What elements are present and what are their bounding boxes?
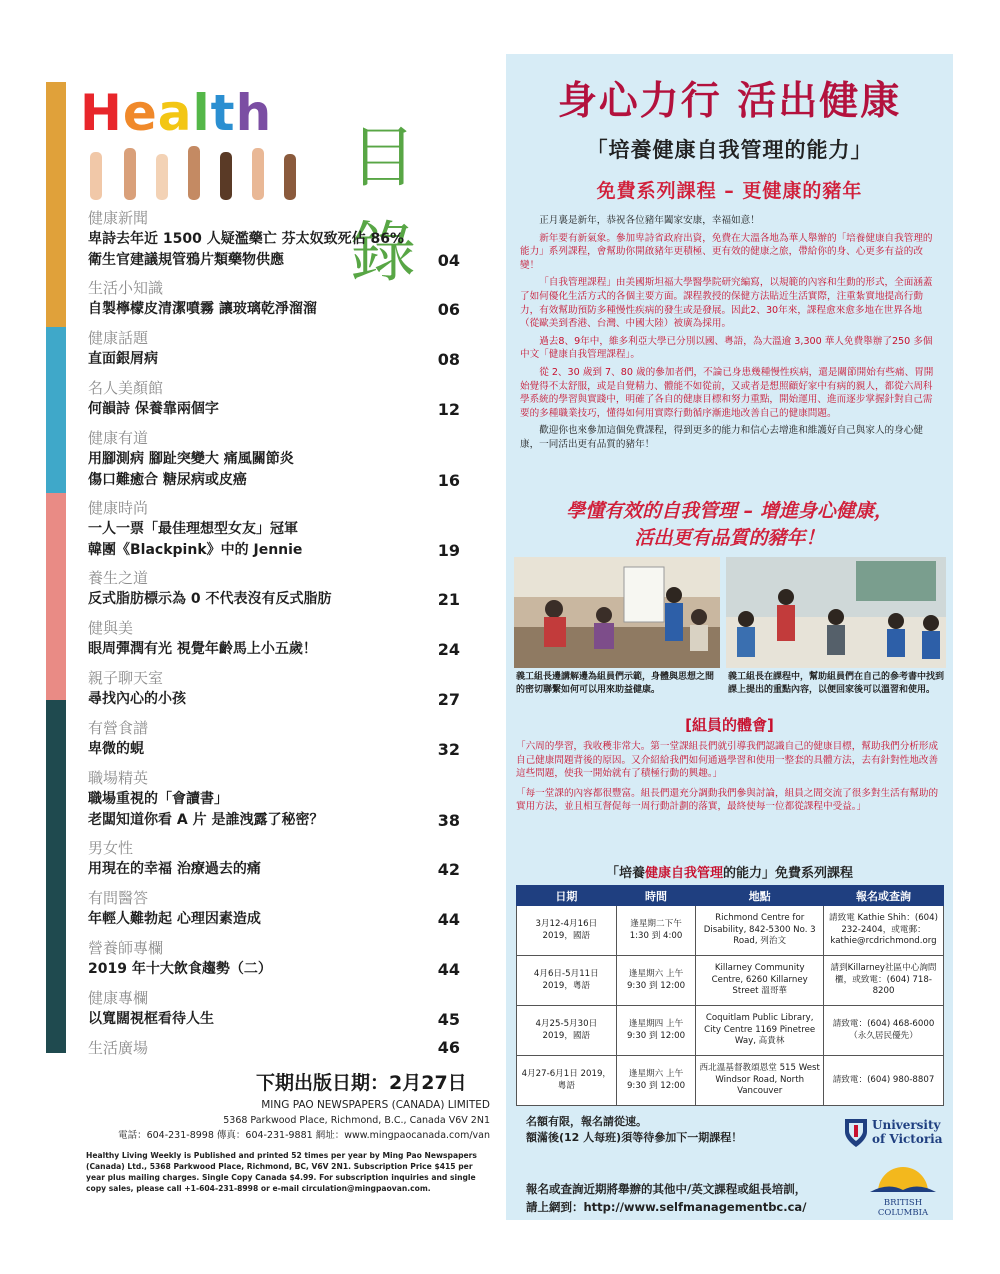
toc-article-title: 反式脂肪標示為 0 不代表沒有反式脂肪 [88,591,332,607]
toc-article-title: 何韻詩 保養靠兩個字 [88,401,219,417]
toc-page-number: 44 [437,960,460,979]
poster-paragraph: 新年要有新氣象。參加卑詩省政府出資，免費在大溫各地為華人舉辦的「培養健康自我管理的能力」系列課程，會幫助你開啟豬年更積極、更有效的健康之旅，帶給你的身、心更多有益的改變！ [520,232,933,271]
toc-page-number: 08 [437,350,460,369]
toc-entry[interactable] [88,377,460,420]
poster-paragraph: 從 2、30 歲到 7、80 歲的參加者們，不論已身患幾種慢性疾病，還是關節開始有些痛、胃開始覺得不太舒服，或是自覺精力、體能不如從前，又或者是想照顧好家中有病的親人，都從六周科學系統的學習與實踐中，明確了各自的健康目標和努力重點，開始運用、進而逐步掌握針對自己需要的多種職業技巧，懂得如何用實際行動循序漸進地改善自己的健康問題。 [520,366,934,419]
schedule-cell: Richmond Centre for Disability, 842-5300 No. 3 Road, 列治文 [696,906,824,956]
poster-paragraph: 正月裏是新年，恭祝各位豬年闔家安康，幸福如意！ [539,215,760,226]
bc-line: BRITISH [883,1198,923,1208]
toc-page-number: 45 [437,1010,460,1029]
schedule-cell: 逢星期二下午 1:30 到 4:00 [616,906,696,956]
uvic-logo [844,1116,944,1150]
schedule-cell: 逢星期六 上午 9:30 到 12:00 [616,1056,696,1106]
schedule-title [506,862,953,881]
table-of-contents-page [46,82,496,1082]
member-quote: 「每一堂課的內容都很豐富。組長們還充分調動我們參與討論，組員之間交流了很多對生活有幫助的實用方法，並且相互督促每一周行動計劃的落實，最終使每一位都從課程中受益。」 [516,787,939,813]
schedule-header-cell: 時間 [616,886,696,906]
toc-entry[interactable] [88,937,460,980]
toc-page-number: 04 [437,251,460,270]
member-quotes [516,740,944,820]
toc-article-titles [88,299,317,320]
slogan-line: 學懂有效的自我管理 – 增進身心健康， [566,500,893,522]
schedule-cell: Coquitlam Public Library, City Centre 1169 Pinetree Way, 高貴林 [696,1006,824,1056]
toc-category: 男女性 [88,839,134,857]
toc-category: 營養師專欄 [88,939,164,957]
toc-article-title: 韓團《Blackpink》中的 Jennie [88,542,303,558]
toc-page-number: 06 [437,300,460,319]
toc-article-title: 以寬闊視框看待人生 [88,1011,214,1027]
poster-subtitle: 「培養健康自我管理的能力」 [586,138,873,162]
sidebar-color-band [46,82,66,327]
toc-article-title: 2019 年十大飲食趨勢（二） [88,961,272,977]
toc-article-titles [88,909,261,930]
photo-caption: 義工組長邊講解邊為組員們示範，身體與思想之間的密切聯繫如何可以用來助益健康。 [516,672,715,695]
bc-wordmark [868,1198,938,1218]
toc-entry[interactable] [88,617,460,660]
schedule-cell: 請致電：(604) 980-8807 [824,1056,944,1106]
toc-entry[interactable] [88,667,460,710]
next-issue-date: 下期出版日期：2月27日 [256,1072,467,1094]
toc-entry[interactable] [88,767,460,831]
course-poster [506,54,953,1220]
toc-article-title: 用現在的幸福 治療過去的痛 [88,861,261,877]
toc-page-number: 32 [437,740,460,759]
toc-page-number: 19 [437,541,460,560]
schedule-cell: 4月25-5月30日 2019，國語 [517,1006,617,1056]
toc-article-title: 一人一票「最佳理想型女友」冠軍 [88,521,298,537]
uvic-shield-icon [844,1118,868,1148]
uvic-line: University [872,1118,941,1132]
toc-page-number: 21 [437,590,460,609]
toc-title: 目錄 [350,119,428,291]
schedule-cell: 3月12-4月16日 2019，國語 [517,906,617,956]
toc-article-titles [88,449,294,491]
toc-category: 親子聊天室 [88,669,164,687]
schedule-row [517,956,944,1006]
notice-line: 名額有限，報名請從速。 [526,1115,647,1128]
schedule-header-cell: 地點 [696,886,824,906]
toc-article-titles [88,739,144,760]
toc-entry[interactable] [88,987,460,1030]
toc-page-number: 27 [437,690,460,709]
uvic-line: of Victoria [872,1132,943,1146]
schedule-title-part: 的能力」免費系列課程 [723,866,854,881]
schedule-header-cell: 日期 [517,886,617,906]
schedule-row [517,1056,944,1106]
toc-entry[interactable] [88,427,460,491]
schedule-row [517,1006,944,1056]
toc-page-number: 42 [437,860,460,879]
poster-paragraph: 「自我管理課程」由美國斯坦福大學醫學院研究編寫，以規範的內容和生動的形式，全面涵蓋了如何優化生活方式的各個主要方面。課程教授的保健方法貼近生活實際，注重紮實地提高行動力，有效幫助預防多種慢性疾病的發生或是發展。因此2、30年來，課程愈來愈多地在世界各地（從歐美到香港、台灣、中國大陸）被廣為採用。 [520,277,933,330]
toc-category: 生活小知識 [88,279,164,297]
poster-paragraph: 過去8、9年中，維多利亞大學已分別以國、粵語，為大溫逾 3,300 華人免費舉辦了250 多個中文「健康自我管理課程」。 [520,335,933,361]
fine-print: Healthy Living Weekly is Published and printed 52 times per year by Ming Pao Newspapers (Canada) Ltd., 5368 Parkwood Place, Richmond, BC, V6V 2N1. Subscription Price $415 per year plus mailing charges. Single Copy Canada $4.99. For subscription inquiries and single copy sales, please call +1-604-231-8998 or e-mail circulation@mingpaovan.com. [86,1151,477,1193]
toc-article-titles [88,399,219,420]
poster-body [520,214,940,456]
toc-entry[interactable] [88,1037,460,1059]
schedule-cell: 4月6日-5月11日 2019，粵語 [517,956,617,1006]
toc-article-title: 老闆知道你看 A 片 是誰洩露了秘密？ [88,812,324,828]
toc-page-number: 16 [437,471,460,490]
toc-article-titles [88,589,332,610]
toc-article-title: 傷口難癒合 糖尿病或皮癌 [88,472,247,488]
registration-line: 報名或查詢近期將舉辦的其他中/英文課程或組長培訓， [526,1182,807,1196]
poster-tagline: 免費系列課程 – 更健康的豬年 [596,180,863,202]
toc-article-titles [88,519,302,561]
members-heading: [組員的體會] [685,716,774,734]
toc-article-title: 眼周彈潤有光 視覺年齡馬上小五歲！ [88,641,317,657]
toc-article-title: 職場重視的「會讀書」 [88,791,228,807]
toc-entry[interactable] [88,277,460,320]
toc-page-number: 44 [437,910,460,929]
toc-article-titles [88,349,158,370]
toc-article-titles [88,859,261,880]
limited-seats-notice [526,1114,742,1146]
toc-category: 健康專欄 [88,989,149,1007]
toc-page-number: 12 [437,400,460,419]
toc-article-title: 自製檸檬皮清潔噴霧 讓玻璃乾淨溜溜 [88,301,317,317]
bc-line: COLUMBIA [877,1208,929,1218]
toc-category: 名人美顏館 [88,379,164,397]
schedule-cell: Killarney Community Centre, 6260 Killarney Street 溫哥華 [696,956,824,1006]
toc-article-title: 卑詩去年近 1500 人疑濫藥亡 芬太奴致死佔 86% [88,231,404,247]
registration-url[interactable]: 請上網到：http://www.selfmanagementbc.ca/ [526,1200,807,1214]
toc-category-label: 生活廣場 [88,1039,149,1057]
schedule-cell: 逢星期四 上午 9:30 到 12:00 [616,1006,696,1056]
toc-category [88,1037,460,1059]
publisher-contact: 電話：604-231-8998 傳真：604-231-9881 網址：www.mingpaocanada.com/van [118,1130,490,1141]
class-photo-discussion [726,557,946,668]
toc-category: 有問醫答 [88,889,149,907]
member-quote: 「六周的學習，我收穫非常大。第一堂課組長們就引導我們認識自己的健康目標，幫助我們分析形成自己健康問題背後的原因。又介紹給我們如何通過學習和使用一整套的具體方法，去有針對性地改善這些問題，使我一開始就有了積極行動的興趣。」 [516,741,939,780]
toc-article-titles [88,639,317,660]
schedule-cell: 逢星期六 上午 9:30 到 12:00 [616,956,696,1006]
toc-entry[interactable] [88,887,460,930]
sidebar-color-band [46,700,66,1053]
toc-article-titles [88,229,404,271]
toc-category: 健與美 [88,619,134,637]
toc-category: 有營食譜 [88,719,149,737]
toc-article-title: 尋找內心的小孩 [88,691,186,707]
sun-icon [868,1164,938,1194]
toc-entry[interactable] [88,837,460,880]
health-logo: Health [80,84,273,142]
slogan-line: 活出更有品質的豬年！ [634,527,825,549]
toc-article-titles [88,689,186,710]
publisher-address: 5368 Parkwood Place, Richmond, B.C., Canada V6V 2N1 [223,1115,490,1126]
publisher-info [70,1098,490,1143]
class-photo-demonstration [514,557,720,668]
toc-article-titles [88,959,272,980]
schedule-row [517,906,944,956]
bc-government-logo [868,1164,938,1216]
raised-hands-illustration [82,144,312,200]
poster-title: 身心力行 活出健康 [557,79,902,124]
toc-category: 健康新聞 [88,209,149,227]
toc-page-number: 38 [437,811,460,830]
schedule-header-cell: 報名或查詢 [824,886,944,906]
toc-article-titles [88,1009,214,1030]
toc-article-title: 直面銀屑病 [88,351,158,367]
publisher-name: MING PAO NEWSPAPERS (CANADA) LIMITED [261,1099,490,1111]
toc-article-title: 卑微的蜆 [88,741,144,757]
notice-line: 額滿後(12 人每班)須等待參加下一期課程！ [526,1131,743,1144]
schedule-cell: 請到Killarney社區中心詢問櫃，或致電：(604) 718-8200 [824,956,944,1006]
poster-slogan [506,498,953,552]
toc-category: 養生之道 [88,569,149,587]
toc-article-titles [88,789,323,831]
uvic-wordmark [872,1118,943,1146]
schedule-cell: 4月27-6月1日 2019，粵語 [517,1056,617,1106]
toc-entry[interactable] [88,497,460,561]
toc-category: 健康時尚 [88,499,149,517]
sidebar-color-band [46,327,66,493]
schedule-title-part: 「培養 [605,866,645,881]
schedule-table [516,885,944,1106]
schedule-cell: 請致電：(604) 468-6000（永久居民優先） [824,1006,944,1056]
toc-entry[interactable] [88,207,460,271]
toc-entry[interactable] [88,717,460,760]
poster-paragraph: 歡迎你也來參加這個免費課程，得到更多的能力和信心去增進和維護好自己與家人的身心健康，一同活出更有品質的豬年！ [520,425,923,450]
toc-article-title: 用腳測病 腳趾突變大 痛風關節炎 [88,451,294,467]
schedule-title-highlight: 健康自我管理 [644,866,723,881]
toc-entry[interactable] [88,327,460,370]
toc-article-title: 衛生官建議規管鴉片類藥物供應 [88,252,284,268]
registration-info [526,1180,856,1216]
sidebar-color-band [46,493,66,700]
toc-category: 職場精英 [88,769,149,787]
schedule-cell: 請致電 Kathie Shih：(604) 232-2404，或電郵：kathie@rcdrichmond.org [824,906,944,956]
toc-entry[interactable] [88,567,460,610]
schedule-cell: 西北溫基督教頌恩堂 515 West Windsor Road, North Vancouver [696,1056,824,1106]
toc-category: 健康有道 [88,429,149,447]
toc-page-number: 46 [437,1038,460,1057]
toc-page-number: 24 [437,640,460,659]
photo-caption: 義工組長在課程中，幫助組員們在自己的參考書中找到課上提出的重點內容，以便回家後可以溫習和使用。 [728,672,945,695]
toc-category: 健康話題 [88,329,149,347]
toc-article-title: 年輕人難勃起 心理因素造成 [88,911,261,927]
